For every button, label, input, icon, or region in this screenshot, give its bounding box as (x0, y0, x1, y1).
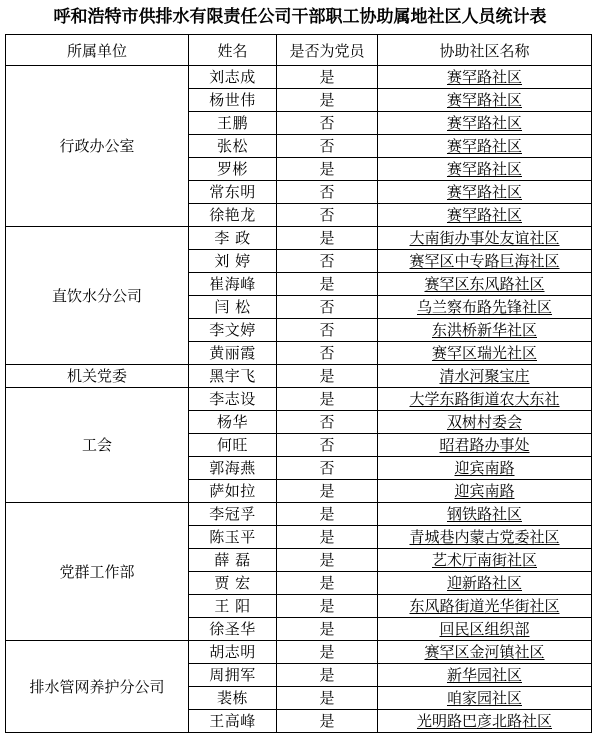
community-cell: 艺术厅南街社区 (378, 549, 592, 572)
community-cell: 赛罕路社区 (378, 66, 592, 89)
community-cell: 迎宾南路 (378, 480, 592, 503)
table-body (6, 66, 592, 733)
name-cell: 周拥军 (189, 664, 277, 687)
name-cell: 徐圣华 (189, 618, 277, 641)
name-cell: 杨华 (189, 411, 277, 434)
staff-table (5, 34, 592, 733)
party-cell: 是 (277, 595, 378, 618)
community-cell: 赛罕区瑞光社区 (378, 342, 592, 365)
unit-cell: 直饮水分公司 (6, 227, 189, 365)
community-cell: 赛罕路社区 (378, 135, 592, 158)
community-cell: 赛罕路社区 (378, 158, 592, 181)
community-cell: 大学东路街道农大东社 (378, 388, 592, 411)
party-cell: 是 (277, 227, 378, 250)
name-cell: 崔海峰 (189, 273, 277, 296)
unit-cell: 排水管网养护分公司 (6, 641, 189, 733)
table-row (6, 388, 592, 411)
name-cell: 黄丽霞 (189, 342, 277, 365)
party-cell: 否 (277, 112, 378, 135)
name-cell: 黑宇飞 (189, 365, 277, 388)
party-cell: 否 (277, 250, 378, 273)
name-cell: 闫 松 (189, 296, 277, 319)
table-row (6, 365, 592, 388)
party-cell: 是 (277, 641, 378, 664)
name-cell: 常东明 (189, 181, 277, 204)
party-cell: 否 (277, 204, 378, 227)
name-cell: 徐艳龙 (189, 204, 277, 227)
community-cell: 赛罕路社区 (378, 112, 592, 135)
party-cell: 是 (277, 66, 378, 89)
name-cell: 贾 宏 (189, 572, 277, 595)
party-cell: 否 (277, 457, 378, 480)
community-cell: 新华园社区 (378, 664, 592, 687)
party-cell: 是 (277, 664, 378, 687)
community-cell: 青城巷内蒙古党委社区 (378, 526, 592, 549)
name-cell: 王鹏 (189, 112, 277, 135)
party-cell: 是 (277, 526, 378, 549)
unit-cell: 工会 (6, 388, 189, 503)
party-cell: 是 (277, 618, 378, 641)
header-community: 协助社区名称 (378, 35, 592, 66)
party-cell: 是 (277, 273, 378, 296)
community-cell: 东洪桥新华社区 (378, 319, 592, 342)
name-cell: 李冠孚 (189, 503, 277, 526)
party-cell: 否 (277, 135, 378, 158)
community-cell: 赛罕区金河镇社区 (378, 641, 592, 664)
party-cell: 否 (277, 411, 378, 434)
name-cell: 裴栋 (189, 687, 277, 710)
community-cell: 昭君路办事处 (378, 434, 592, 457)
name-cell: 胡志明 (189, 641, 277, 664)
unit-cell: 行政办公室 (6, 66, 189, 227)
community-cell: 大南街办事处友谊社区 (378, 227, 592, 250)
community-cell: 乌兰察布路先锋社区 (378, 296, 592, 319)
community-cell: 赛罕路社区 (378, 204, 592, 227)
name-cell: 罗彬 (189, 158, 277, 181)
header-party: 是否为党员 (277, 35, 378, 66)
party-cell: 是 (277, 572, 378, 595)
community-cell: 东风路街道光华街社区 (378, 595, 592, 618)
name-cell: 杨世伟 (189, 89, 277, 112)
party-cell: 是 (277, 549, 378, 572)
name-cell: 郭海燕 (189, 457, 277, 480)
unit-cell: 党群工作部 (6, 503, 189, 641)
community-cell: 赛罕路社区 (378, 181, 592, 204)
name-cell: 王高峰 (189, 710, 277, 733)
party-cell: 否 (277, 434, 378, 457)
name-cell: 刘志成 (189, 66, 277, 89)
header-row (6, 35, 592, 66)
party-cell: 否 (277, 319, 378, 342)
name-cell: 陈玉平 (189, 526, 277, 549)
party-cell: 否 (277, 181, 378, 204)
name-cell: 何旺 (189, 434, 277, 457)
unit-cell: 机关党委 (6, 365, 189, 388)
table-row (6, 227, 592, 250)
party-cell: 是 (277, 503, 378, 526)
party-cell: 是 (277, 365, 378, 388)
header-unit: 所属单位 (6, 35, 189, 66)
party-cell: 是 (277, 710, 378, 733)
party-cell: 否 (277, 342, 378, 365)
name-cell: 刘 婷 (189, 250, 277, 273)
community-cell: 钢铁路社区 (378, 503, 592, 526)
name-cell: 张松 (189, 135, 277, 158)
party-cell: 是 (277, 89, 378, 112)
name-cell: 萨如拉 (189, 480, 277, 503)
community-cell: 双树村委会 (378, 411, 592, 434)
community-cell: 咱家园社区 (378, 687, 592, 710)
community-cell: 赛罕区东风路社区 (378, 273, 592, 296)
table-row (6, 503, 592, 526)
name-cell: 李志设 (189, 388, 277, 411)
table-row (6, 66, 592, 89)
community-cell: 光明路巴彦北路社区 (378, 710, 592, 733)
name-cell: 薛 磊 (189, 549, 277, 572)
community-cell: 迎宾南路 (378, 457, 592, 480)
community-cell: 清水河聚宝庄 (378, 365, 592, 388)
table-row (6, 641, 592, 664)
community-cell: 迎新路社区 (378, 572, 592, 595)
party-cell: 是 (277, 388, 378, 411)
header-name: 姓名 (189, 35, 277, 66)
party-cell: 是 (277, 687, 378, 710)
community-cell: 赛罕路社区 (378, 89, 592, 112)
community-cell: 赛罕区中专路巨海社区 (378, 250, 592, 273)
party-cell: 否 (277, 296, 378, 319)
community-cell: 回民区组织部 (378, 618, 592, 641)
party-cell: 是 (277, 158, 378, 181)
name-cell: 李 政 (189, 227, 277, 250)
name-cell: 王 阳 (189, 595, 277, 618)
party-cell: 是 (277, 480, 378, 503)
table-title: 呼和浩特市供排水有限责任公司干部职工协助属地社区人员统计表 (53, 7, 547, 27)
name-cell: 李文婷 (189, 319, 277, 342)
